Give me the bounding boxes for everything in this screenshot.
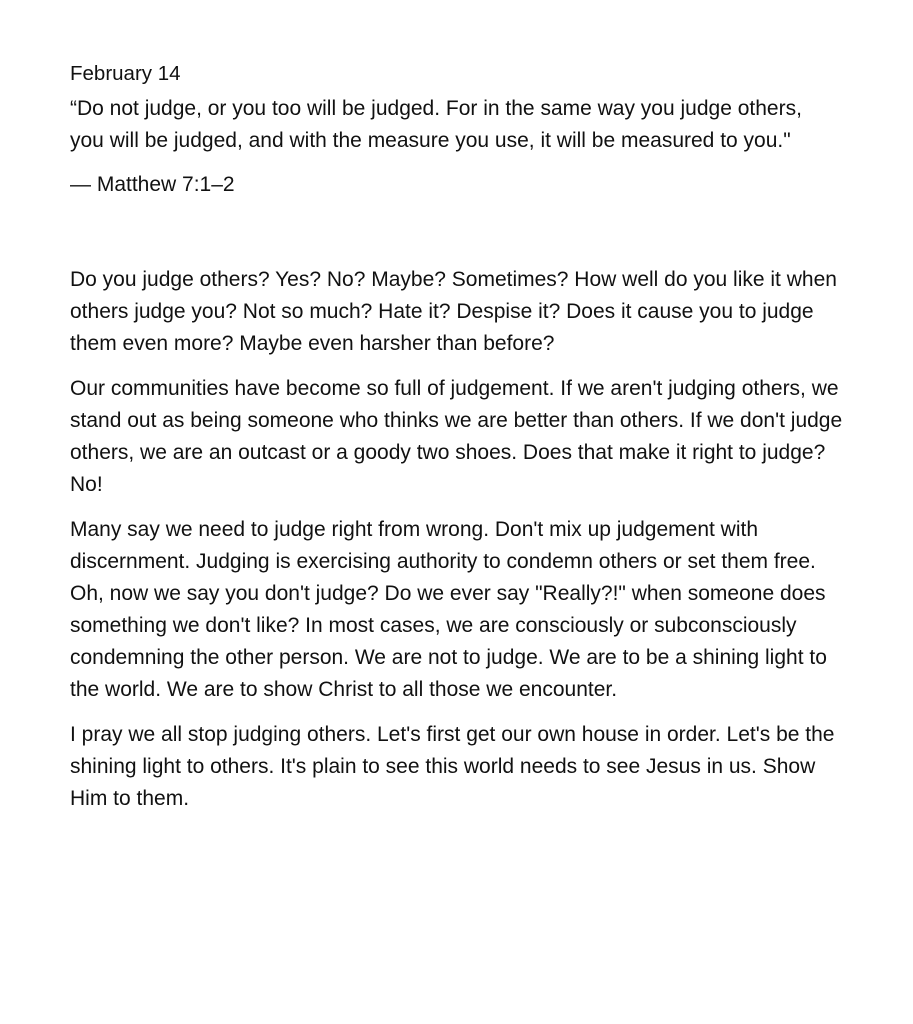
body-paragraph-3: Many say we need to judge right from wrong. Don't mix up judgement with discernment. Judging is exercising authority to condemn others or set them free. Oh, now we say you don't judge? Do we ever say "Really?!" when someone does something we don't like? In most cases, we are consciously or subconsciously condemning the other person. We are not to judge. We are to be a shining light to the world. We are to show Christ to all those we encounter. <box>70 518 827 701</box>
body-paragraph-2: Our communities have become so full of judgement. If we aren't judging others, we stand out as being someone who thinks we are better than others. If we don't judge others, we are an outcast or a goody two shoes. Does that make it right to judge? No! <box>70 377 843 496</box>
scripture-reference: — Matthew 7:1–2 <box>70 173 235 196</box>
body-paragraph-1: Do you judge others? Yes? No? Maybe? Sometimes? How well do you like it when others judge you? Not so much? Hate it? Despise it? Does it cause you to judge them even more? Maybe even harsher than before? <box>70 268 837 355</box>
body-paragraph-4: I pray we all stop judging others. Let's first get our own house in order. Let's be the shining light to others. It's plain to see this world needs to see Jesus in us. Show Him to them. <box>70 723 835 810</box>
devotional-date: February 14 <box>70 62 181 85</box>
scripture-verse: “Do not judge, or you too will be judged. For in the same way you judge others, you will be judged, and with the measure you use, it will be measured to you." <box>70 97 802 152</box>
devotional-page <box>70 58 850 828</box>
